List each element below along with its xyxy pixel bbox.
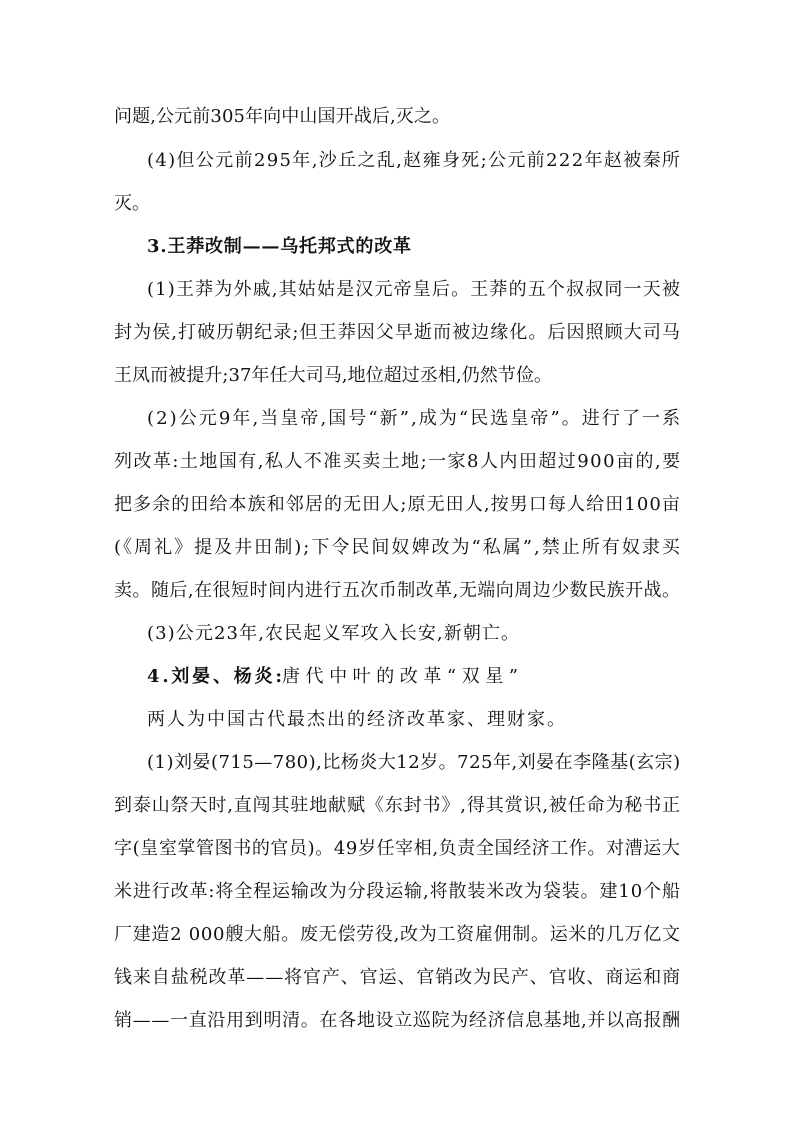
text-run: (4)但公元前295年,沙丘之乱,赵雍身死;公元前222年赵被秦所 <box>147 150 682 171</box>
text-run: (1)刘晏(715—780),比杨炎大12岁。725年,刘晏在李隆基(玄宗) <box>147 752 681 773</box>
paragraph-line <box>0 1001 794 1041</box>
paragraph-line <box>0 614 794 654</box>
text-run: 销——一直沿用到明清。在各地设立巡院为经济信息基地,并以高报酬 <box>114 1010 681 1031</box>
paragraph-line <box>0 485 794 525</box>
section-heading <box>0 227 794 267</box>
text-run: 封为侯,打破历朝纪录;但王莽因父早逝而被边缘化。后因照顾大司马 <box>114 322 681 343</box>
text-run: 到泰山祭天时,直闯其驻地献赋《东封书》,得其赏识,被任命为秘书正 <box>114 795 682 816</box>
text-run: 灭。 <box>114 193 150 214</box>
text-run: 王凤而被提升;37年任大司马,地位超过丞相,仍然节俭。 <box>114 365 553 386</box>
paragraph-line <box>0 829 794 869</box>
paragraph-line <box>0 356 794 396</box>
paragraph-line <box>0 700 794 740</box>
text-run: 钱来自盐税改革——将官产、官运、官销改为民产、官收、商运和商 <box>114 967 681 988</box>
paragraph-line <box>0 399 794 439</box>
text-run: 卖。随后,在很短时间内进行五次币制改革,无端向周边少数民族开战。 <box>114 580 681 601</box>
text-run: (2)公元9年,当皇帝,国号“新”,成为“民选皇帝”。进行了一系 <box>147 408 683 429</box>
heading-text: 4.刘晏、杨炎: <box>147 666 285 687</box>
section-heading <box>0 657 794 697</box>
text-run: (《周礼》提及井田制);下令民间奴婢改为“私属”,禁止所有奴隶买 <box>114 537 682 558</box>
paragraph-line <box>0 313 794 353</box>
paragraph-line <box>0 786 794 826</box>
text-run: 把多余的田给本族和邻居的无田人;原无田人,按男口每人给田100亩 <box>114 494 682 515</box>
text-run: 米进行改革:将全程运输改为分段运输,将散装米改为袋装。建10个船 <box>114 881 681 902</box>
paragraph-line <box>0 571 794 611</box>
text-run: 两人为中国古代最杰出的经济改革家、理财家。 <box>147 709 567 730</box>
paragraph-line <box>0 958 794 998</box>
paragraph-line <box>0 872 794 912</box>
paragraph-line <box>0 743 794 783</box>
paragraph-line <box>0 184 794 224</box>
text-run: 问题,公元前305年向中山国开战后,灭之。 <box>114 106 451 127</box>
paragraph-line <box>0 141 794 181</box>
paragraph-line <box>0 270 794 310</box>
text-run: 厂建造2 000艘大船。废无偿劳役,改为工资雇佣制。运米的几万亿文 <box>114 924 681 945</box>
text-run: 列改革:土地国有,私人不准买卖土地;一家8人内田超过900亩的,要 <box>114 451 682 472</box>
text-run: 字(皇室掌管图书的官员)。49岁任宰相,负责全国经济工作。对漕运大 <box>114 838 681 859</box>
paragraph-line <box>0 528 794 568</box>
heading-text: 3.王莽改制——乌托邦式的改革 <box>147 236 412 257</box>
paragraph-line <box>0 97 794 137</box>
paragraph-line <box>0 915 794 955</box>
paragraph-line <box>0 442 794 482</box>
heading-subtitle: 唐代中叶的改革“双星” <box>282 666 524 687</box>
text-run: (1)王莽为外戚,其姑姑是汉元帝皇后。王莽的五个叔叔同一天被 <box>147 279 682 300</box>
text-run: (3)公元23年,农民起义军攻入长安,新朝亡。 <box>147 623 521 644</box>
